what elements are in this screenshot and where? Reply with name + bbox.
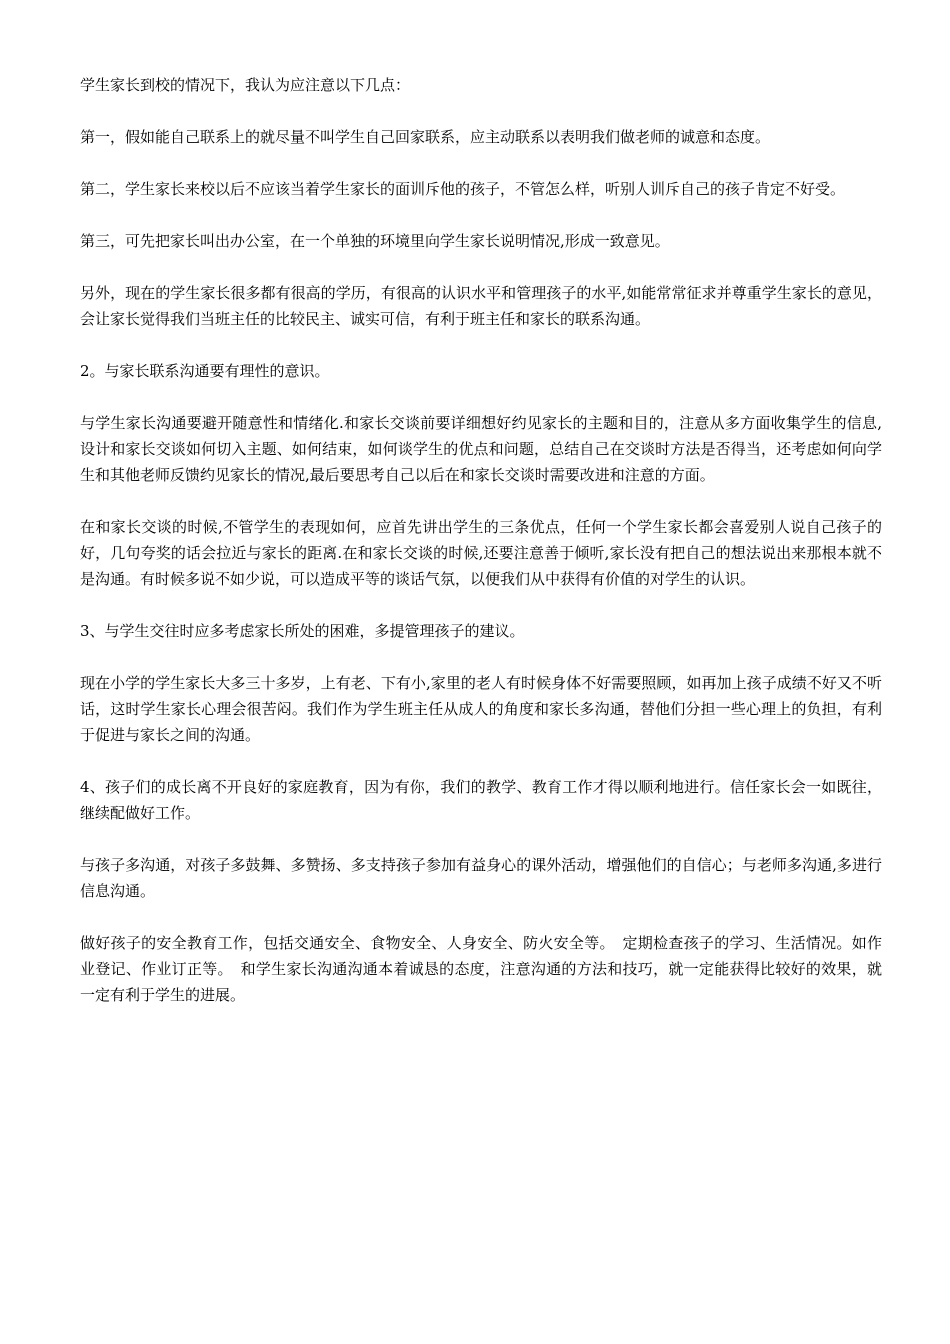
paragraph-point-one: 第一，假如能自己联系上的就尽量不叫学生自己回家联系，应主动联系以表明我们做老师的诚意和态度。 — [80, 128, 771, 146]
paragraph-additionally: 另外，现在的学生家长很多都有很高的学历，有很高的认识水平和管理孩子的水平,如能常常征求并尊重学生家长的意见，会让家长觉得我们当班主任的比较民主、诚实可信，有利于班主任和家长的联系沟通。 — [80, 284, 882, 328]
paragraph-point-three: 第三，可先把家长叫出办公室，在一个单独的环境里向学生家长说明情况,形成一致意见。 — [80, 232, 670, 250]
paragraph-section-3-heading: 3、与学生交往时应多考虑家长所处的困难，多提管理孩子的建议。 — [80, 622, 525, 640]
paragraph-intro: 学生家长到校的情况下，我认为应注意以下几点： — [80, 76, 411, 94]
paragraph-safety-education: 做好孩子的安全教育工作，包括交通安全、食物安全、人身安全、防火安全等。 定期检查孩子的学习、生活情况。如作业登记、作业订正等。 和学生家长沟通沟通本着诚恳的态度，注意沟通的方法和技巧，就一定能获得比较好的效果，就一定有利于学生的进展。 — [80, 934, 882, 1004]
paragraph-point-two: 第二，学生家长来校以后不应该当着学生家长的面训斥他的孩子，不管怎么样，听别人训斥自己的孩子肯定不好受。 — [80, 180, 846, 198]
paragraph-section-3-body: 现在小学的学生家长大多三十多岁，上有老、下有小,家里的老人有时候身体不好需要照顾，如再加上孩子成绩不好又不听话，这时学生家长心理会很苦闷。我们作为学生班主任从成人的角度和家长多沟通，替他们分担一些心理上的负担，有利于促进与家长之间的沟通。 — [80, 674, 882, 744]
paragraph-section-2-listening: 在和家长交谈的时候,不管学生的表现如何，应首先讲出学生的三条优点，任何一个学生家长都会喜爱别人说自己孩子的好，几句夸奖的话会拉近与家长的距离.在和家长交谈的时候,还要注意善于倾听,家长没有把自己的想法说出来那根本就不是沟通。有时候多说不如少说，可以造成平等的谈话气氛，以便我们从中获得有价值的对学生的认识。 — [80, 518, 882, 588]
paragraph-section-4: 4、孩子们的成长离不开良好的家庭教育，因为有你，我们的教学、教育工作才得以顺利地进行。信任家长会一如既往，继续配做好工作。 — [80, 778, 882, 822]
paragraph-section-2-heading: 2。与家长联系沟通要有理性的意识。 — [80, 362, 330, 380]
paragraph-section-2-body: 与学生家长沟通要避开随意性和情绪化.和家长交谈前要详细想好约见家长的主题和目的，注意从多方面收集学生的信息,设计和家长交谈如何切入主题、如何结束，如何谈学生的优点和问题，总结自己在交谈时方法是否得当，还考虑如何向学生和其他老师反馈约见家长的情况,最后要思考自己以后在和家长交谈时需要改进和注意的方面。 — [80, 414, 882, 484]
paragraph-communicate-children: 与孩子多沟通，对孩子多鼓舞、多赞扬、多支持孩子参加有益身心的课外活动，增强他们的自信心；与老师多沟通,多进行信息沟通。 — [80, 856, 882, 900]
document-page — [80, 72, 882, 1034]
